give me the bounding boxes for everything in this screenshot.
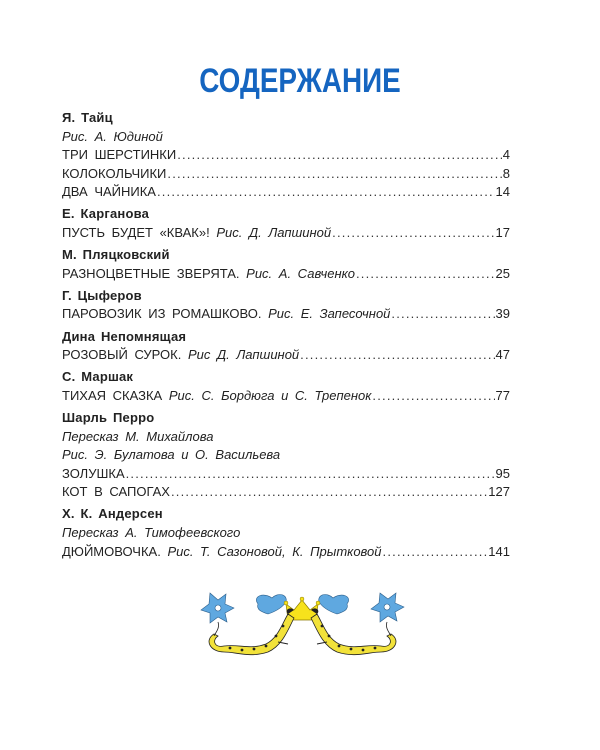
dot-leader [177, 146, 502, 165]
toc-entry[interactable] [62, 224, 510, 243]
page-number: 127 [488, 484, 510, 500]
page-number: 17 [495, 225, 510, 241]
story-title: ТРИ ШЕРСТИНКИ [62, 147, 177, 163]
toc-entry[interactable] [62, 305, 510, 324]
page-number: 47 [495, 347, 510, 363]
dot-leader [356, 265, 495, 284]
author-name: Я. Тайц [62, 110, 113, 125]
page-number: 4 [502, 147, 510, 163]
dot-leader [167, 165, 501, 184]
page-number: 77 [495, 387, 510, 403]
page-number: 8 [502, 165, 510, 181]
toc-entry[interactable] [62, 465, 510, 484]
story-title: ПАРОВОЗИК ИЗ РОМАШКОВО. [62, 306, 262, 322]
story-title: ДЮЙМОВОЧКА. [62, 543, 161, 559]
toc-section [62, 287, 510, 324]
retelling-note: Пересказ А. Тимофеевского [62, 524, 241, 540]
story-title: ЗОЛУШКА [62, 465, 125, 481]
left-plume-icon [256, 595, 286, 614]
toc-section [62, 328, 510, 365]
illustrator-credit: Рис. Т. Сазоновой, К. Прытковой [167, 543, 382, 559]
author-name: Е. Карганова [62, 206, 150, 222]
story-title: КОЛОКОЛЬЧИКИ [62, 165, 167, 181]
toc-section [62, 109, 510, 202]
author-name: Х. К. Андерсен [62, 506, 163, 522]
page-title: СОДЕРЖАНИЕ [199, 62, 401, 100]
toc-section [62, 368, 510, 405]
page-number: 95 [495, 465, 510, 481]
story-title: ДВА ЧАЙНИКА [62, 184, 156, 200]
dot-leader [391, 305, 494, 324]
illustrator-credit: Рис. С. Бордюга и С. Трепенок [168, 387, 372, 403]
right-flower-icon [371, 593, 404, 622]
story-title: РОЗОВЫЙ СУРОК. [62, 347, 182, 363]
dot-leader [300, 346, 494, 365]
toc-entry[interactable] [62, 183, 510, 202]
toc-entry[interactable] [62, 483, 510, 502]
dot-leader [171, 483, 487, 502]
author-name: Г. Цыферов [62, 287, 142, 303]
author-name: Шарль Перро [62, 409, 155, 425]
illustrator-credit: Рис. Д. Лапшиной [216, 225, 332, 241]
story-title: ПУСТЬ БУДЕТ «КВАК»! [62, 225, 210, 241]
toc-entry[interactable] [62, 346, 510, 365]
dot-leader [372, 387, 494, 406]
toc-section [62, 409, 510, 502]
toc-section [62, 246, 510, 283]
page-number: 141 [488, 543, 510, 559]
illustrator-credit: Рис. А. Савченко [246, 265, 355, 281]
illustrator-note: Рис. А. Юдиной [62, 128, 163, 144]
dot-leader [383, 543, 488, 562]
table-of-contents [62, 109, 510, 565]
author-name: М. Пляцковский [62, 247, 170, 263]
page-number: 25 [495, 265, 510, 281]
author-name: С. Маршак [62, 369, 134, 385]
right-plume-icon [319, 595, 349, 614]
story-title: КОТ В САПОГАХ [62, 484, 170, 500]
illustrator-note: Рис. Э. Булатова и О. Васильева [62, 447, 281, 463]
dot-leader [126, 465, 495, 484]
toc-entry[interactable] [62, 265, 510, 284]
toc-entry[interactable] [62, 387, 510, 406]
dot-leader [157, 183, 495, 202]
story-title: РАЗНОЦВЕТНЫЕ ЗВЕРЯТА. [62, 265, 240, 281]
toc-entry[interactable] [62, 543, 510, 562]
lizards-crown-flowers-ornament-icon [190, 588, 415, 663]
dot-leader [332, 224, 494, 243]
page-number: 14 [495, 184, 510, 200]
toc-section [62, 205, 510, 242]
illustrator-credit: Рис Д. Лапшиной [187, 347, 300, 363]
toc-section [62, 505, 510, 561]
toc-entry[interactable] [62, 165, 510, 184]
toc-entry[interactable] [62, 146, 510, 165]
author-name: Дина Непомнящая [62, 328, 187, 344]
illustrator-credit: Рис. Е. Запесочной [268, 306, 391, 322]
left-flower-icon [201, 593, 234, 623]
story-title: ТИХАЯ СКАЗКА [62, 387, 163, 403]
retelling-note: Пересказ М. Михайлова [62, 428, 214, 444]
page-number: 39 [495, 306, 510, 322]
